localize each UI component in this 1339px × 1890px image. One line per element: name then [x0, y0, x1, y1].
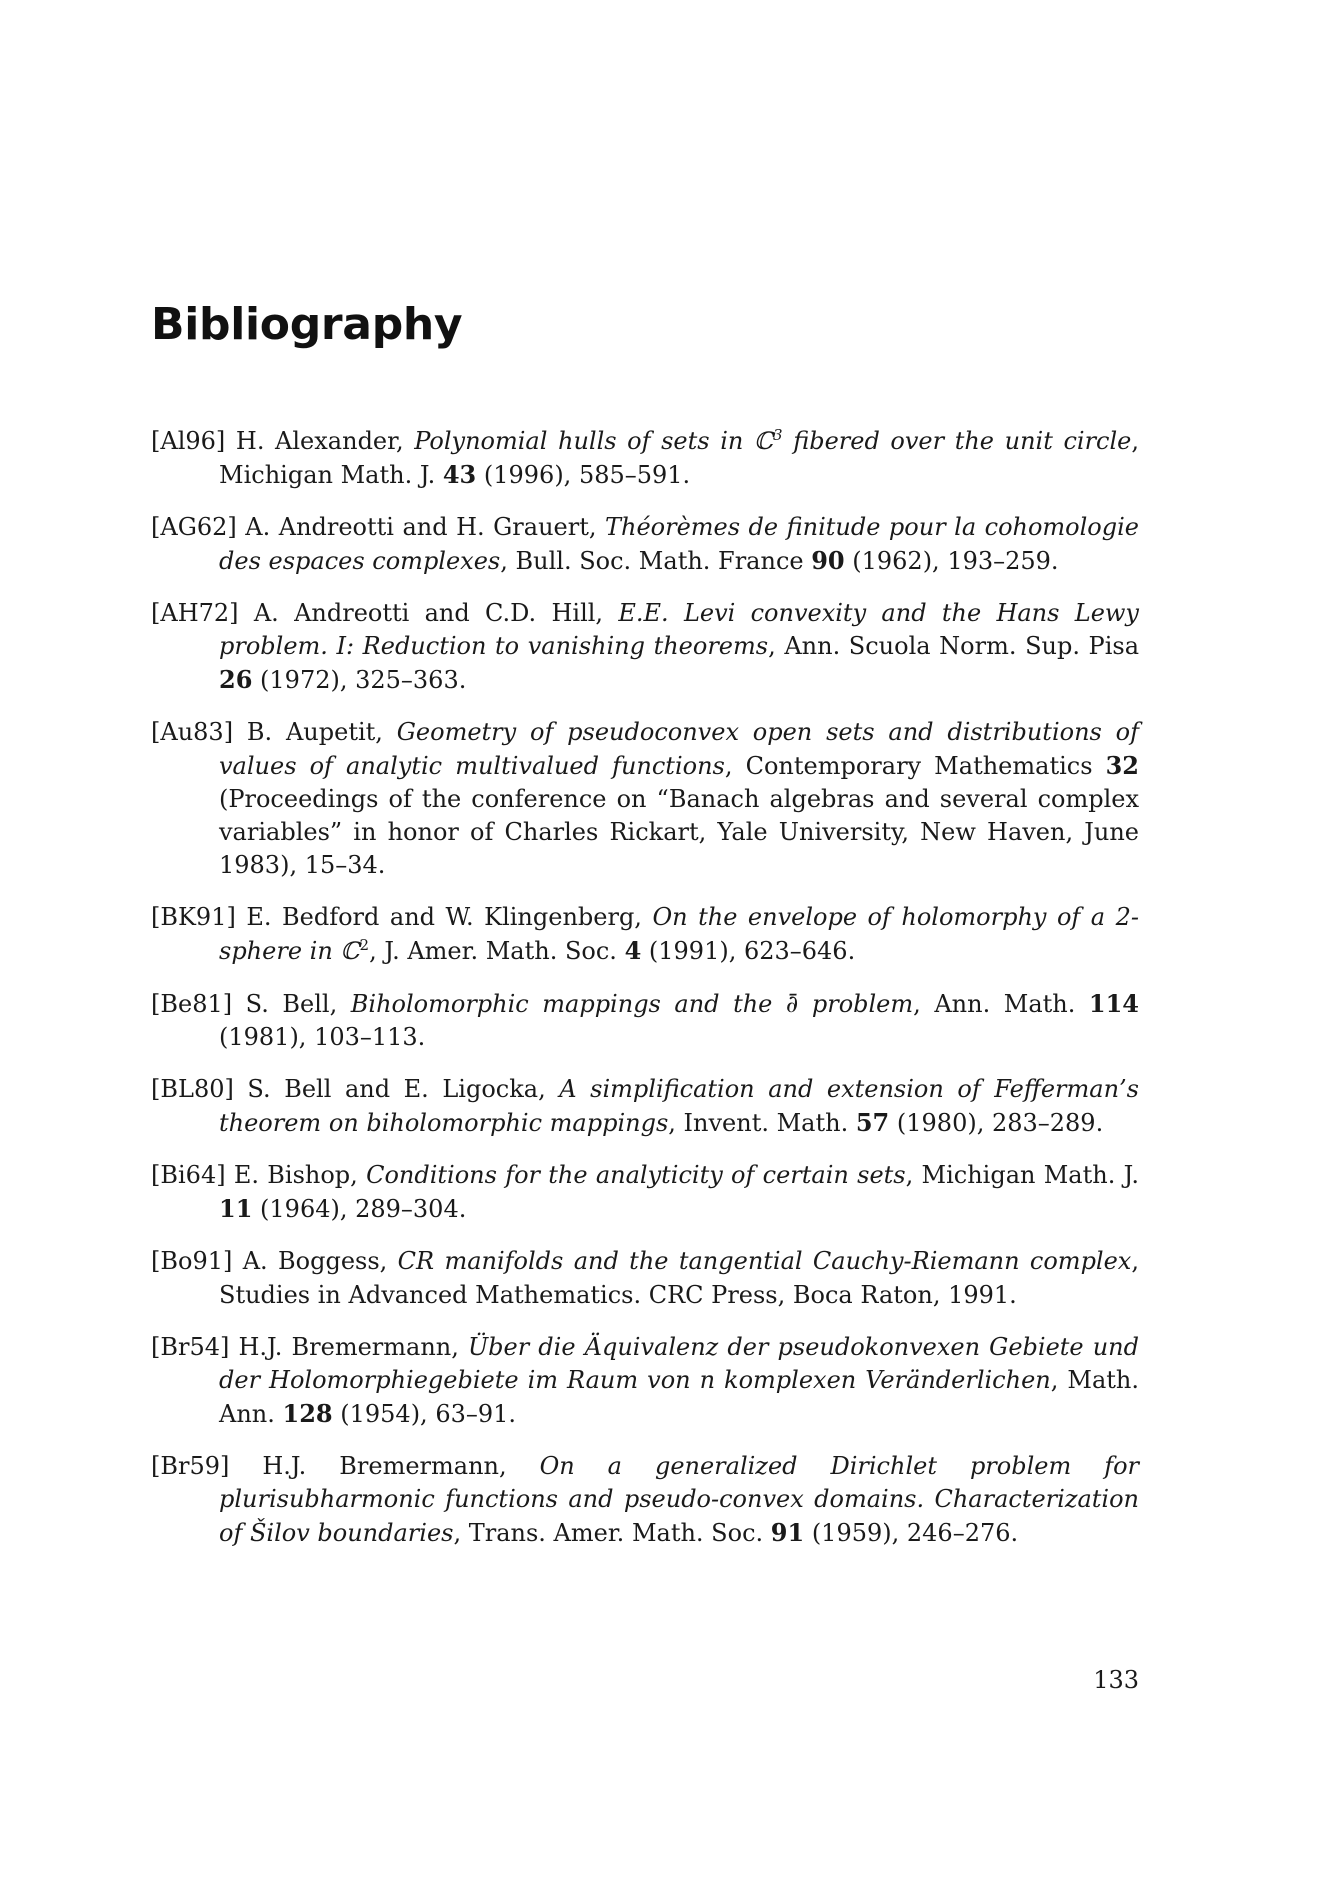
publication: Invent. Math. — [683, 1109, 856, 1137]
volume: 90 — [811, 546, 845, 575]
volume: 4 — [624, 936, 642, 965]
publication: Ann. Math. — [934, 990, 1089, 1018]
bib-entry: [Bo91] A. Boggess, CR manifolds and the tangential Cauchy-Riemann complex, Studies in Advanced Mathematics. CRC Press, Boca Raton, 1991. — [151, 1247, 1139, 1309]
volume: 114 — [1088, 989, 1139, 1018]
title: Über die Äquivalenz der pseudokonvexen Gebiete und der Holomorphiegebiete im Raum von n komplexen Veränderlichen — [219, 1333, 1139, 1394]
citation-key: [Al96] — [151, 427, 226, 455]
title: Polynomial hulls of sets in ℂ$^3$ fibered over the unit circle — [414, 426, 1132, 455]
year-pages: (1981), 103–113. — [219, 1023, 426, 1051]
citation-key: [AH72] — [151, 599, 239, 627]
volume: 57 — [855, 1108, 890, 1137]
authors: S. Bell and E. Ligocka, — [247, 1075, 560, 1103]
publication: Ann. Scuola Norm. Sup. Pisa — [784, 632, 1140, 660]
bib-entry: [AH72] A. Andreotti and C.D. Hill, E.E. Levi convexity and the Hans Lewy problem. I: Reduction to vanishing theorems, Ann. Scuola Norm. Sup. Pisa 26 (1972), 325–363. — [151, 599, 1140, 694]
citation-key: [Bi64] — [151, 1161, 226, 1189]
title: Conditions for the analyticity of certain sets — [366, 1161, 906, 1189]
citation-key: [BK91] — [151, 903, 236, 931]
title: A simplification and extension of Fefferman’s theorem on biholomorphic mappings — [219, 1075, 1139, 1137]
bib-entry: [Au83] B. Aupetit, Geometry of pseudoconvex open sets and distributions of values of analytic multivalued functions, Contemporary Mathematics 32 (Proceedings of the conference on “Banach algebras and several complex variables” in honor of Charles Rickart, Yale University, New Haven, June 1983), 15–34. — [151, 718, 1140, 879]
authors: H. Alexander, — [235, 427, 415, 455]
authors: E. Bedford and W. Klingenberg, — [246, 903, 653, 931]
bib-entry: [Bi64] E. Bishop, Conditions for the analyticity of certain sets, Michigan Math. J. 11 (1964), 289–304. — [151, 1161, 1140, 1223]
publication: Michigan Math. J. — [921, 1161, 1140, 1189]
publication: Contemporary Mathematics — [745, 752, 1106, 780]
bib-entry: [BK91] E. Bedford and W. Klingenberg, On the envelope of holomorphy of a 2-sphere in ℂ$^2$, J. Amer. Math. Soc. 4 (1991), 623–646. — [151, 903, 1139, 965]
bib-entry: [Al96] H. Alexander, Polynomial hulls of sets in ℂ$^3$ fibered over the unit circle, Michigan Math. J. 43 (1996), 585–591. — [151, 426, 1139, 489]
superscript: 2 — [359, 936, 370, 954]
publication: Bull. Soc. Math. France — [515, 547, 812, 575]
title: Biholomorphic mappings and the ∂̄ problem — [350, 990, 914, 1018]
volume: 91 — [770, 1518, 805, 1547]
bib-entry: [AG62] A. Andreotti and H. Grauert, Théorèmes de finitude pour la cohomologie des espaces complexes, Bull. Soc. Math. France 90 (1962), 193–259. — [151, 513, 1139, 575]
page-title: Bibliography — [151, 299, 463, 350]
publication: Michigan Math. J. — [219, 461, 443, 489]
publication: Math. Ann. — [219, 1366, 1139, 1428]
title: On a generalized Dirichlet problem for plurisubharmonic functions and pseudo-convex domains. Characterization of Šilov boundaries — [219, 1452, 1139, 1547]
citation-key: [AG62] — [151, 513, 237, 541]
volume: 32 — [1105, 751, 1140, 780]
authors: E. Bishop, — [233, 1161, 367, 1189]
citation-key: [Be81] — [151, 990, 233, 1018]
citation-key: [BL80] — [151, 1075, 234, 1103]
title: Théorèmes de finitude pour la cohomologie des espaces complexes — [219, 513, 1139, 575]
bibliography-list — [151, 425, 1139, 1569]
title: On the envelope of holomorphy of a 2-sphere in ℂ — [219, 903, 1139, 965]
bib-entry: [Br54] H.J. Bremermann, Über die Äquivalenz der pseudokonvexen Gebiete und der Holomorphiegebiete im Raum von n komplexen Veränderlichen, Math. Ann. 128 (1954), 63–91. — [151, 1333, 1139, 1428]
citation-key: [Br54] — [151, 1333, 230, 1361]
authors: A. Andreotti and C.D. Hill, — [253, 599, 619, 627]
authors: H.J. Bremermann, — [262, 1452, 540, 1480]
authors: B. Aupetit, — [246, 718, 397, 746]
page-number: 133 — [1093, 1666, 1139, 1694]
year-pages: (Proceedings of the conference on “Banach algebras and several complex variables” in honor of Charles Rickart, Yale University, New Haven, June 1983), 15–34. — [219, 785, 1139, 879]
year-pages: (1954), 63–91. — [332, 1400, 517, 1428]
citation-key: [Bo91] — [151, 1247, 233, 1275]
volume: 128 — [282, 1399, 333, 1428]
year-pages: (1972), 325–363. — [252, 666, 467, 694]
authors: A. Boggess, — [242, 1247, 398, 1275]
year-pages: (1996), 585–591. — [476, 461, 691, 489]
volume: 11 — [219, 1194, 253, 1223]
title: Geometry of pseudoconvex open sets and distributions of values of analytic multivalued functions — [219, 718, 1139, 780]
citation-key: [Au83] — [151, 718, 234, 746]
publication: Studies in Advanced Mathematics. CRC Press, Boca Raton, 1991. — [219, 1281, 1017, 1309]
authors: A. Andreotti and H. Grauert, — [245, 513, 605, 541]
publication: J. Amer. Math. Soc. — [384, 937, 625, 965]
bib-entry: [BL80] S. Bell and E. Ligocka, A simplification and extension of Fefferman’s theorem on biholomorphic mappings, Invent. Math. 57 (1980), 283–289. — [151, 1075, 1139, 1137]
authors: H.J. Bremermann, — [238, 1333, 468, 1361]
publication: Trans. Amer. Math. Soc. — [468, 1519, 771, 1547]
year-pages: (1962), 193–259. — [844, 547, 1059, 575]
volume: 26 — [219, 665, 253, 694]
volume: 43 — [442, 460, 477, 489]
bib-entry: [Be81] S. Bell, Biholomorphic mappings and the ∂̄ problem, Ann. Math. 114 (1981), 103–113. — [151, 989, 1139, 1051]
citation-key: [Br59] — [151, 1452, 230, 1480]
superscript: 3 — [773, 426, 783, 444]
year-pages: (1991), 623–646. — [641, 937, 856, 965]
title: E.E. Levi convexity and the Hans Lewy problem. I: Reduction to vanishing theorems — [219, 599, 1139, 660]
bib-entry: [Br59] H.J. Bremermann, On a generalized Dirichlet problem for plurisubharmonic functions and pseudo-convex domains. Characterization of Šilov boundaries, Trans. Amer. Math. Soc. 91 (1959), 246–276. — [151, 1452, 1139, 1547]
title: CR manifolds and the tangential Cauchy-Riemann complex — [397, 1247, 1132, 1275]
year-pages: (1959), 246–276. — [804, 1519, 1019, 1547]
year-pages: (1980), 283–289. — [889, 1109, 1104, 1137]
year-pages: (1964), 289–304. — [252, 1195, 467, 1223]
authors: S. Bell, — [245, 990, 351, 1018]
